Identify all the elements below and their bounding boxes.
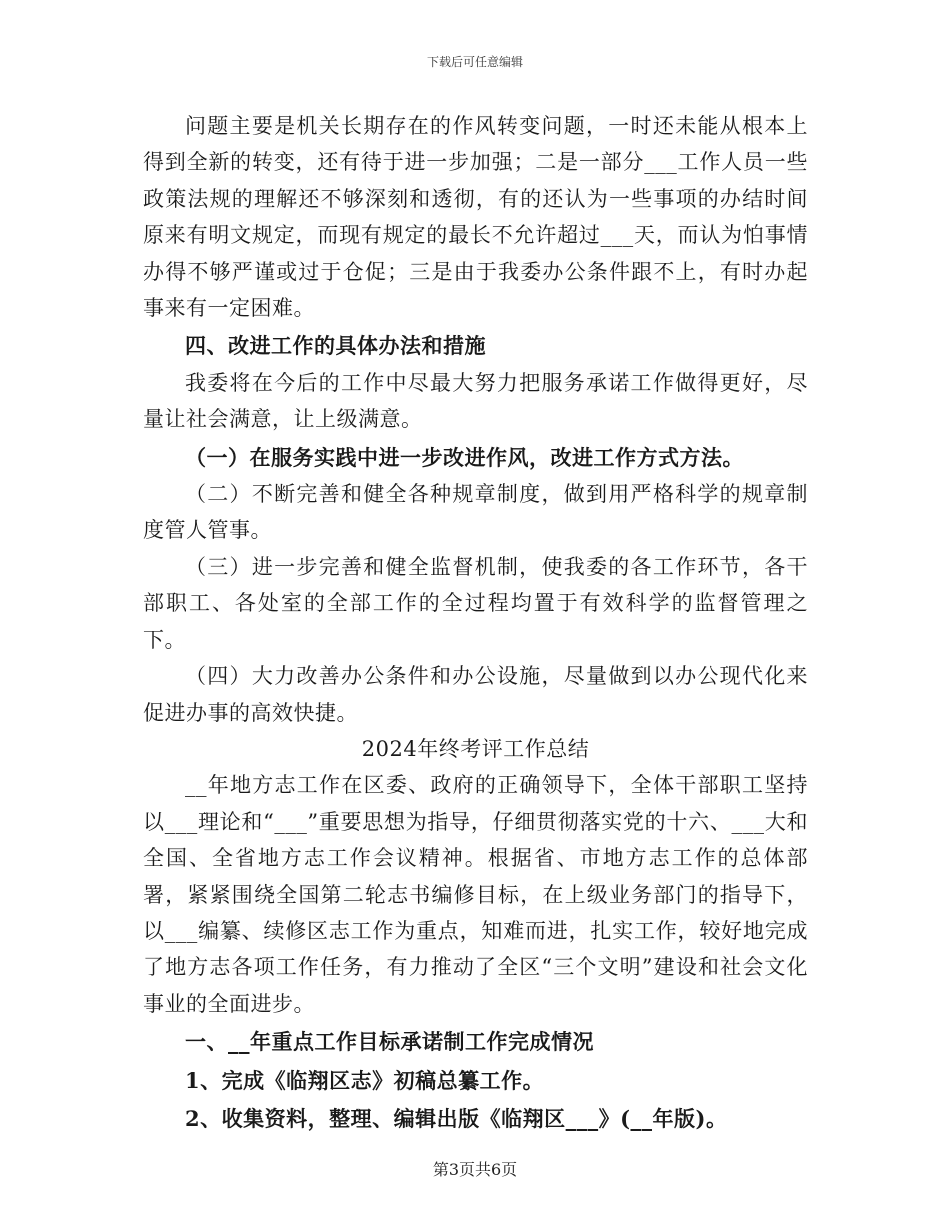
paragraph-problems: 问题主要是机关长期存在的作风转变问题，一时还未能从根本上得到全新的转变，还有待于进一步加强；二是一部分___工作人员一些政策法规的理解还不够深刻和透彻，有的还认为一些事项的办结时间原来有明文规定，而现有规定的最长不允许超过___天，而认为怕事情办得不够严谨或过于仓促；三是由于我委办公条件跟不上，有时办起事来有一定困难。 (143, 114, 808, 321)
target-item-2: 2、收集资料，整理、编辑出版《临翔区___》(__年版)。 (185, 1105, 728, 1131)
measure-item-2: （二）不断完善和健全各种规章制度，做到用严格科学的规章制度管人管事。 (143, 482, 808, 543)
target-item-1: 1、完成《临翔区志》初稿总纂工作。 (185, 1067, 545, 1093)
measure-item-4: （四）大力改善办公条件和办公设施，尽量做到以办公现代化来促进办事的高效快捷。 (143, 664, 808, 725)
document-body (143, 108, 808, 1137)
document-title: 2024年终考评工作总结 (361, 736, 590, 761)
paragraph-commitment: 我委将在今后的工作中尽最大努力把服务承诺工作做得更好，尽量让社会满意，让上级满意。 (143, 370, 808, 432)
measure-item-3: （三）进一步完善和健全监督机制，使我委的各工作环节，各干部职工、各处室的全部工作的全过程均置于有效科学的监督管理之下。 (143, 554, 808, 652)
section-heading-improvements: 四、改进工作的具体办法和措施 (185, 333, 486, 359)
measure-item-1: （一）在服务实践中进一步改进作风，改进工作方式方法。 (185, 444, 744, 470)
paragraph-summary: __年地方志工作在区委、政府的正确领导下，全体干部职工坚持以___理论和“___”重要思想为指导，仔细贯彻落实党的十六、___大和全国、全省地方志工作会议精神。根据省、市地方志工作的总体部署，紧紧围绕全国第二轮志书编修目标，在上级业务部门的指导下，以___编纂、续修区志工作为重点，知难而进，扎实工作，较好地完成了地方志各项工作任务，有力推动了全区“三个文明”建设和社会文化事业的全面进步。 (143, 773, 808, 1016)
page-footer: 第3页共6页 (432, 1160, 518, 1179)
section-heading-targets: 一、__年重点工作目标承诺制工作完成情况 (185, 1029, 594, 1055)
page-header: 下载后可任意编辑 (426, 55, 523, 69)
